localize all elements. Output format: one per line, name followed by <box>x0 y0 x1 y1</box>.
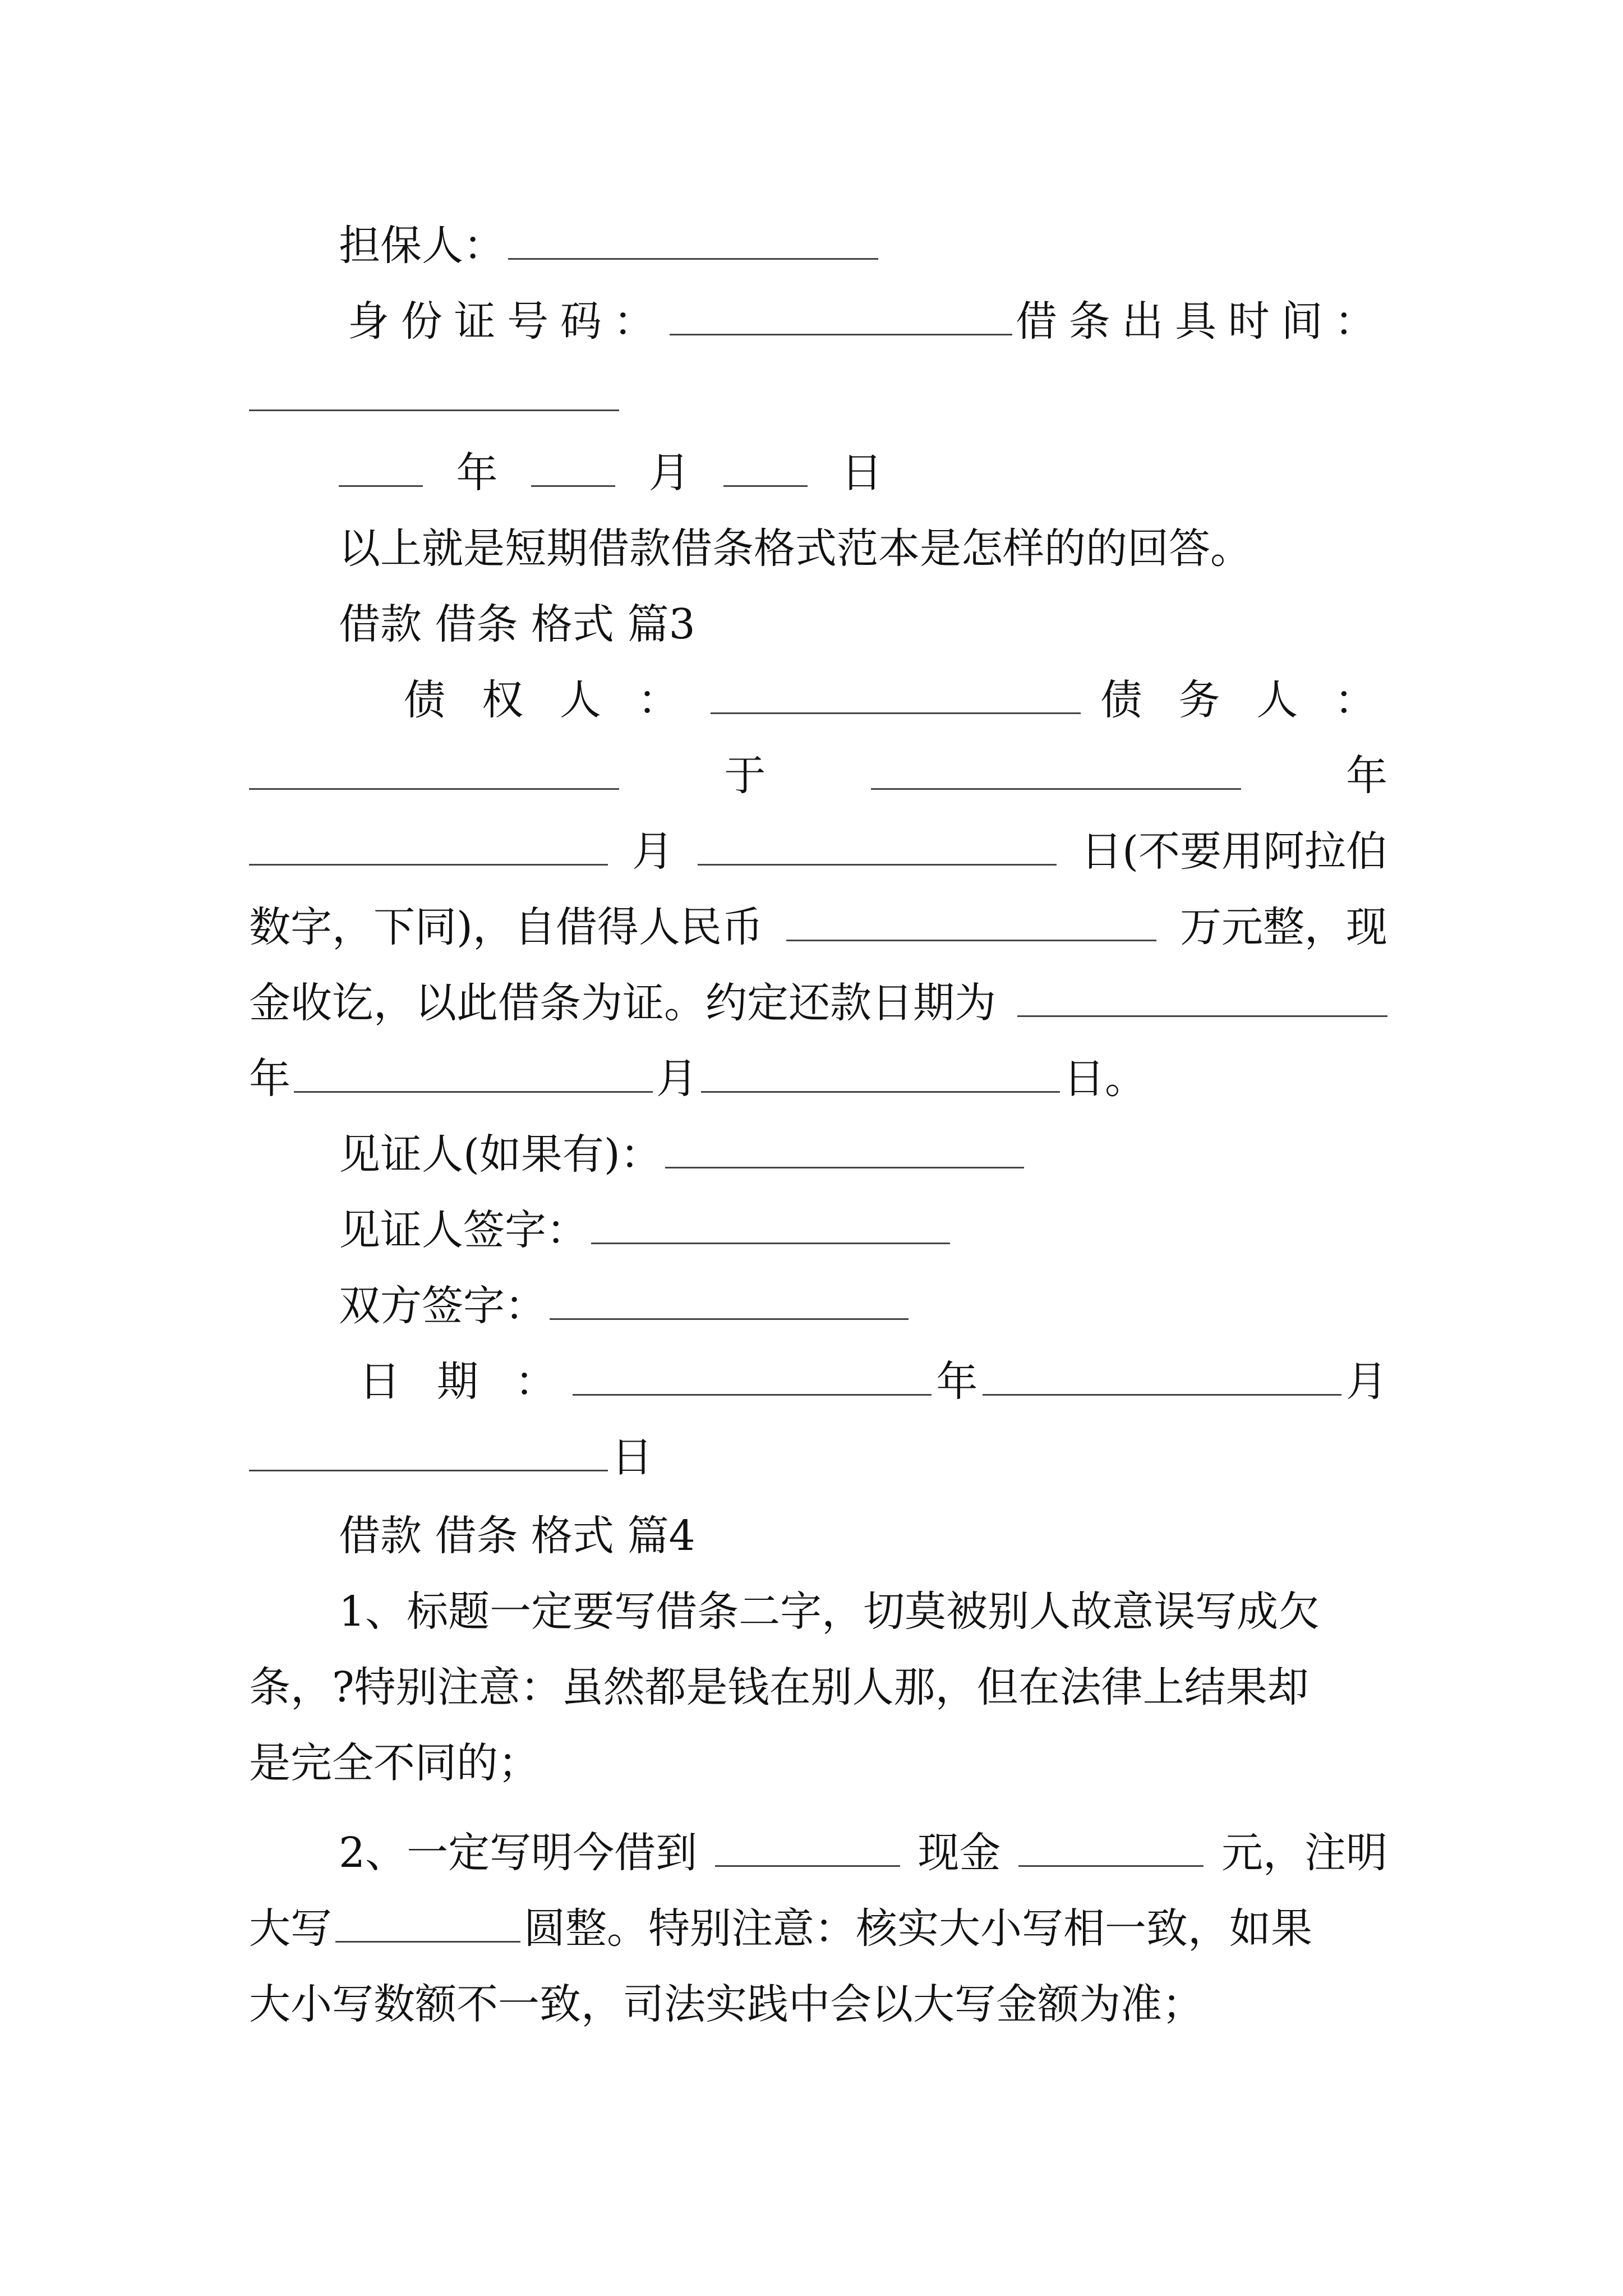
debtor-line <box>249 738 1387 814</box>
summary-text: 以上就是短期借款借条格式范本是怎样的的回答。 <box>339 524 1252 573</box>
debtor-label: 债 务 人 ： <box>1100 676 1387 724</box>
cash-received-text: 金收讫，以此借条为证。约定还款日期为 <box>249 979 996 1027</box>
day-end-text: 日。 <box>1063 1055 1146 1103</box>
issue-time-blank-line <box>249 359 1387 435</box>
day-blank <box>723 452 808 487</box>
amount-line <box>249 889 1387 965</box>
date-label: 日 期 ： <box>359 1358 568 1406</box>
creditor-line <box>404 662 1387 738</box>
year-label-4: 年 <box>936 1358 978 1406</box>
both-sign-blank <box>550 1285 909 1320</box>
para1-text-3: 是完全不同的； <box>249 1739 540 1787</box>
date-day-blank <box>249 1436 608 1471</box>
both-sign-line <box>339 1268 1387 1344</box>
no-arabic-text: 日(不要用阿拉伯 <box>1081 827 1387 876</box>
cash-blank <box>1018 1832 1204 1867</box>
id-number-label: 身份证号码： <box>348 297 667 346</box>
issue-time-blank <box>249 376 619 411</box>
date-month-blank <box>983 1360 1341 1396</box>
yu-label: 于 <box>724 752 766 800</box>
day-label: 日 <box>841 449 883 497</box>
heading-3-text: 借款 借条 格式 篇3 <box>339 600 695 648</box>
guarantor-label: 担保人： <box>339 222 505 270</box>
para1-line2 <box>249 1649 1387 1726</box>
month-label-3: 月 <box>656 1055 698 1103</box>
para1-text-1: 1、标题一定要写借条二字，切莫被别人故意误写成欠 <box>339 1588 1320 1636</box>
summary-line <box>339 510 1387 587</box>
witness-if-any-blank <box>665 1133 1024 1168</box>
creditor-label: 债 权 人 ： <box>404 676 691 724</box>
witness-sign-label: 见证人签字： <box>339 1206 588 1254</box>
wan-yuan-text: 万元整，现 <box>1180 903 1387 951</box>
both-sign-label: 双方签字： <box>339 1282 546 1330</box>
repay-day-blank <box>701 1057 1060 1093</box>
debtor-blank <box>249 754 619 790</box>
para2-text-5: 大小写数额不一致，司法实践中会以大写金额为准； <box>249 1980 1204 2028</box>
day-label-4: 日 <box>611 1433 653 1481</box>
month-day-line <box>249 813 1387 890</box>
repay-year-blank <box>1017 982 1387 1017</box>
year-label: 年 <box>456 449 498 497</box>
date-year-blank <box>573 1360 932 1396</box>
guarantor-line <box>339 208 1387 284</box>
heading-3 <box>339 586 1387 662</box>
date-line-top <box>339 435 1387 511</box>
para2-text-1: 2、一定写明今借到 <box>339 1829 698 1877</box>
para1-text-2: 条，?特别注意：虽然都是钱在别人那，但在法律上结果却 <box>249 1663 1309 1711</box>
digits-same-text: 数字，下同)，自借得人民币 <box>249 903 763 951</box>
guarantor-blank <box>508 224 878 260</box>
heading-4-text: 借款 借条 格式 篇4 <box>339 1512 695 1560</box>
para2-text-3: 元，注明 <box>1221 1829 1387 1877</box>
month-blank <box>531 452 615 487</box>
issue-time-label: 借条出具时间： <box>1015 297 1387 346</box>
heading-4 <box>339 1498 1387 1574</box>
witness-sign-line <box>339 1192 1387 1268</box>
year-blank-2 <box>249 830 608 866</box>
id-number-blank <box>670 300 1012 335</box>
para2-line2 <box>249 1890 1387 1967</box>
cash-received-line <box>249 965 1387 1041</box>
date-day-line <box>249 1419 1387 1496</box>
para1-line1 <box>339 1573 1387 1650</box>
month-label-2: 月 <box>632 827 674 876</box>
repay-month-blank <box>294 1057 653 1093</box>
date-line <box>359 1343 1387 1420</box>
month-label-4: 月 <box>1345 1358 1387 1406</box>
id-number-line <box>348 283 1387 360</box>
year-label-2: 年 <box>1345 752 1387 800</box>
borrowed-blank <box>715 1832 900 1867</box>
year-label-3: 年 <box>249 1055 291 1103</box>
month-blank-2 <box>698 830 1057 866</box>
witness-if-any-label: 见证人(如果有)： <box>339 1130 662 1179</box>
witness-if-any-line <box>339 1116 1387 1193</box>
para2-line1 <box>339 1815 1387 1891</box>
amount-blank <box>786 906 1156 941</box>
para2-text-4: 圆整。特别注意：核实大小写相一致，如果 <box>524 1904 1312 1953</box>
para2-cash: 现金 <box>917 1829 1001 1877</box>
para1-line3 <box>249 1725 1387 1801</box>
creditor-blank <box>711 679 1081 714</box>
yu-blank <box>871 754 1241 790</box>
para2-line3 <box>249 1966 1387 2042</box>
month-label: 月 <box>648 449 690 497</box>
capital-amount-blank <box>335 1907 520 1943</box>
para2-daxie: 大写 <box>249 1904 332 1953</box>
repay-date-line <box>249 1041 1387 1117</box>
year-blank <box>339 452 423 487</box>
witness-sign-blank <box>591 1209 950 1244</box>
